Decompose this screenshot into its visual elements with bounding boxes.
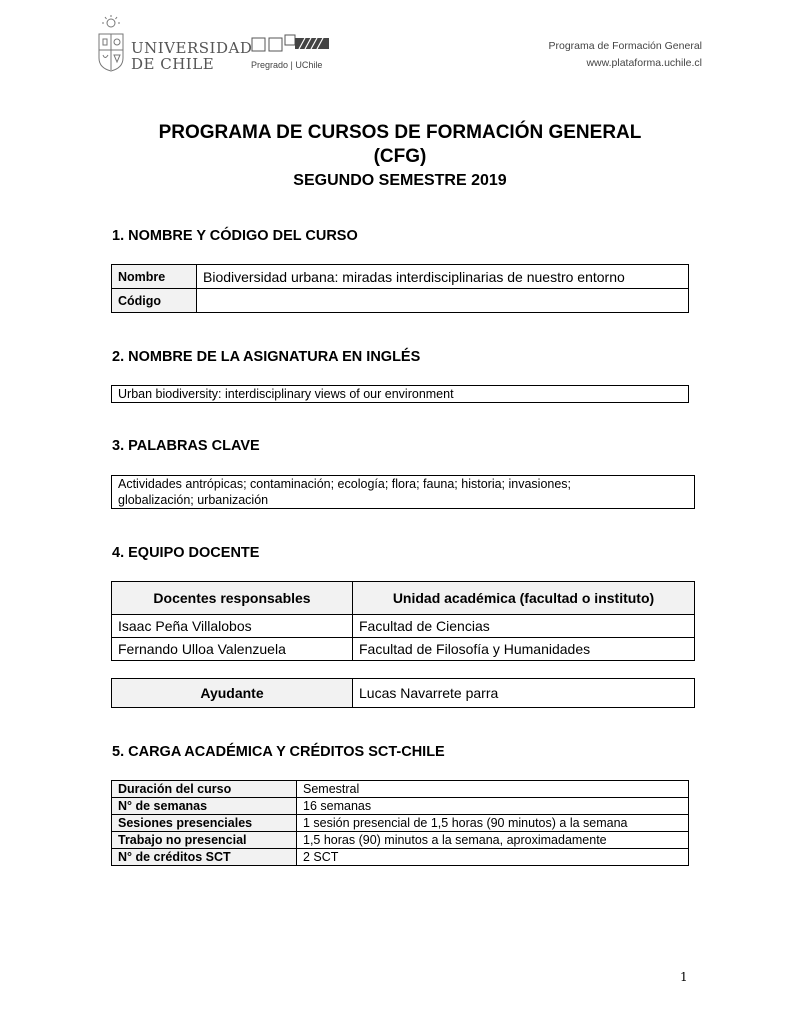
load-label: Duración del curso: [112, 781, 297, 798]
pregrado-label: Pregrado | UChile: [251, 60, 323, 70]
pregrado-logo-icon: [251, 34, 331, 54]
section-heading-academic-load: 5. CARGA ACADÉMICA Y CRÉDITOS SCT-CHILE: [112, 744, 445, 760]
load-value: 16 semanas: [297, 798, 689, 815]
table-row: [112, 265, 689, 289]
load-label: Trabajo no presencial: [112, 832, 297, 849]
teacher-unit: Facultad de Ciencias: [353, 615, 695, 638]
column-header-teachers: Docentes responsables: [112, 582, 353, 615]
semester-title: SEGUNDO SEMESTRE 2019: [293, 172, 507, 189]
course-name-table: [111, 264, 689, 313]
section-heading-keywords: 3. PALABRAS CLAVE: [112, 438, 260, 454]
program-name: Programa de Formación General: [548, 40, 702, 52]
page-header: [0, 0, 800, 90]
load-label: N° de créditos SCT: [112, 849, 297, 866]
table-row: [112, 638, 695, 661]
name-value: Biodiversidad urbana: miradas interdisciplinarias de nuestro entorno: [197, 265, 689, 289]
keywords-box: [111, 475, 695, 509]
teacher-unit: Facultad de Filosofía y Humanidades: [353, 638, 695, 661]
assistant-table: [111, 678, 695, 708]
section-heading-english-name: 2. NOMBRE DE LA ASIGNATURA EN INGLÉS: [112, 349, 421, 365]
university-crest-icon: [96, 14, 126, 72]
teacher-name: Fernando Ulloa Valenzuela: [112, 638, 353, 661]
university-name-line2: DE CHILE: [131, 55, 215, 73]
section-heading-course-name: 1. NOMBRE Y CÓDIGO DEL CURSO: [112, 228, 358, 244]
table-row: [112, 781, 689, 798]
table-row: [112, 832, 689, 849]
keywords-line2: globalización; urbanización: [118, 493, 269, 507]
academic-load-table: [111, 780, 689, 866]
load-value: 1,5 horas (90) minutos a la semana, aproximadamente: [297, 832, 689, 849]
table-header-row: [112, 582, 695, 615]
keywords-line1: Actividades antrópicas; contaminación; ecología; flora; fauna; historia; invasiones;: [118, 477, 572, 491]
teaching-team-table: [111, 581, 695, 661]
load-label: Sesiones presenciales: [112, 815, 297, 832]
load-value: 1 sesión presencial de 1,5 horas (90 minutos) a la semana: [297, 815, 689, 832]
load-value: Semestral: [297, 781, 689, 798]
english-name-box: Urban biodiversity: interdisciplinary views of our environment: [111, 385, 689, 403]
teacher-name: Isaac Peña Villalobos: [112, 615, 353, 638]
code-label: Código: [112, 289, 197, 313]
program-url[interactable]: www.plataforma.uchile.cl: [586, 57, 702, 69]
document-subtitle: (CFG): [373, 146, 427, 167]
load-label: N° de semanas: [112, 798, 297, 815]
university-name: [131, 40, 252, 72]
code-value: [197, 289, 689, 313]
name-label: Nombre: [112, 265, 197, 289]
table-row: [112, 289, 689, 313]
assistant-label: Ayudante: [112, 679, 353, 708]
table-row: [112, 849, 689, 866]
university-name-line1: UNIVERSIDAD: [131, 39, 253, 57]
page-number: 1: [680, 970, 688, 984]
section-heading-teaching-team: 4. EQUIPO DOCENTE: [112, 545, 260, 561]
table-row: [112, 815, 689, 832]
document-title: PROGRAMA DE CURSOS DE FORMACIÓN GENERAL: [158, 122, 642, 143]
table-row: [112, 679, 695, 708]
table-row: [112, 798, 689, 815]
table-row: [112, 615, 695, 638]
load-value: 2 SCT: [297, 849, 689, 866]
assistant-value: Lucas Navarrete parra: [353, 679, 695, 708]
column-header-unit: Unidad académica (facultad o instituto): [353, 582, 695, 615]
